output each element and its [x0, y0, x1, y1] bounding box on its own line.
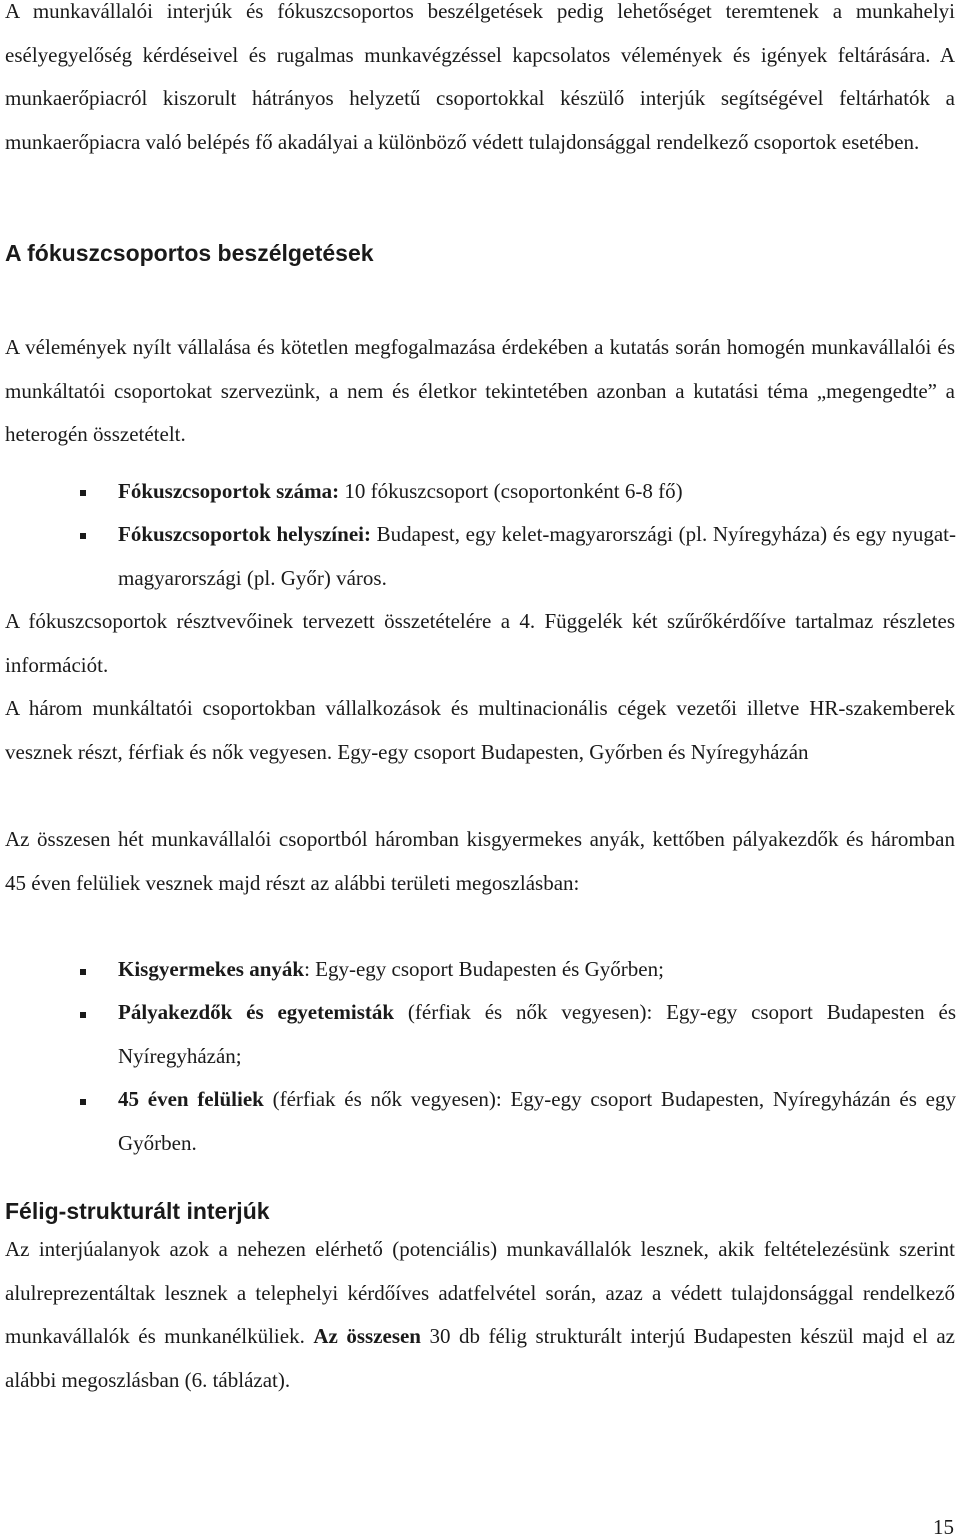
bullet-text: Budapest, egy kelet-magyarországi (pl. Nyíregyháza) és egy nyugat-magyarországi (pl. Győr) város. [118, 522, 956, 590]
bullet-square-icon [80, 490, 86, 496]
section-heading-focus-groups: A fókuszcsoportos beszélgetések [5, 240, 374, 266]
bullet-text: 10 fókuszcsoport (csoportonként 6-8 fő) [339, 479, 683, 503]
employer-groups-paragraph: A három munkáltatói csoportokban vállalkozások és multinacionális cégek vezetői illetve HR-szakemberek vesznek részt, férfiak és nők vegyesen. Egy-egy csoport Budapesten, Győrben és Nyíregyházán [5, 696, 955, 764]
bullet-focus-group-locations [118, 513, 956, 600]
bullet-label: Kisgyermekes anyák [118, 957, 305, 981]
bullet-label: Pályakezdők és egyetemisták [118, 1000, 395, 1024]
bullet-square-icon [80, 1099, 86, 1105]
bullet-square-icon [80, 969, 86, 975]
bullet-career-starters [118, 991, 956, 1078]
interviews-text-end: 30 db félig strukturált interjú Budapesten készül majd el az alábbi megoszlásban (6. táblázat). [5, 1324, 956, 1392]
interviews-bold-text: Az összesen [313, 1324, 421, 1348]
interviews-text: Az interjúalanyok azok a nehezen elérhető (potenciális) munkavállalók lesznek, akik feltételezésünk szerint alulreprezentáltak lesznek a telephelyi kérdőíves adatfelvétel során, azaz a védett tulajdonsággal rendelkező munkavállalók és munkanélküliek. [5, 1237, 955, 1348]
intro-paragraph: A munkavállalói interjúk és fókuszcsoportos beszélgetések pedig lehetőséget teremtenek a munkahelyi esélyegyelőség kérdéseivel és rugalmas munkavégzéssel kapcsolatos vélemények és igények feltárására. A munkaerőpiacról kiszorult hátrányos helyzetű csoportokkal készülő interjúk segítségével feltárhatók a munkaerőpiacra való belépés fő akadályai a különböző védett tulajdonsággal rendelkező csoportok esetében. [5, 0, 955, 154]
bullet-text: : Egy-egy csoport Budapesten és Győrben; [304, 957, 664, 981]
employee-groups-paragraph: Az összesen hét munkavállalói csoportból háromban kisgyermekes anyák, kettőben pályakezdők és háromban 45 éven felüliek vesznek majd részt az alábbi területi megoszlásban: [5, 827, 955, 895]
bullet-text: (férfiak és nők vegyesen): Egy-egy csoport Budapesten és Nyíregyházán; [118, 1000, 956, 1068]
bullet-square-icon [80, 1012, 86, 1018]
bullet-young-mothers [118, 948, 956, 992]
bullet-text: (férfiak és nők vegyesen): Egy-egy csoport Budapesten, Nyíregyházán és egy Győrben. [118, 1087, 956, 1155]
composition-paragraph: A fókuszcsoportok résztvevőinek tervezett összetételére a 4. Függelék két szűrőkérdőíve tartalmaz részletes információt. [5, 609, 955, 677]
bullet-focus-group-count [118, 470, 956, 514]
bullet-square-icon [80, 533, 86, 539]
page-number: 15 [933, 1515, 954, 1539]
bullet-over-45 [118, 1078, 956, 1165]
bullet-label: Fókuszcsoportok száma: [118, 479, 340, 503]
interviews-paragraph [5, 1228, 955, 1402]
bullet-label: 45 éven felüliek [118, 1087, 264, 1111]
bullet-label: Fókuszcsoportok helyszínei: [118, 522, 371, 546]
focus-groups-paragraph: A vélemények nyílt vállalása és kötetlen megfogalmazása érdekében a kutatás során homogén munkavállalói és munkáltatói csoportokat szervezünk, a nem és életkor tekintetében azonban a kutatási téma „megengedte” a heterogén összetételt. [5, 335, 955, 446]
section-heading-interviews: Félig-strukturált interjúk [5, 1198, 270, 1224]
